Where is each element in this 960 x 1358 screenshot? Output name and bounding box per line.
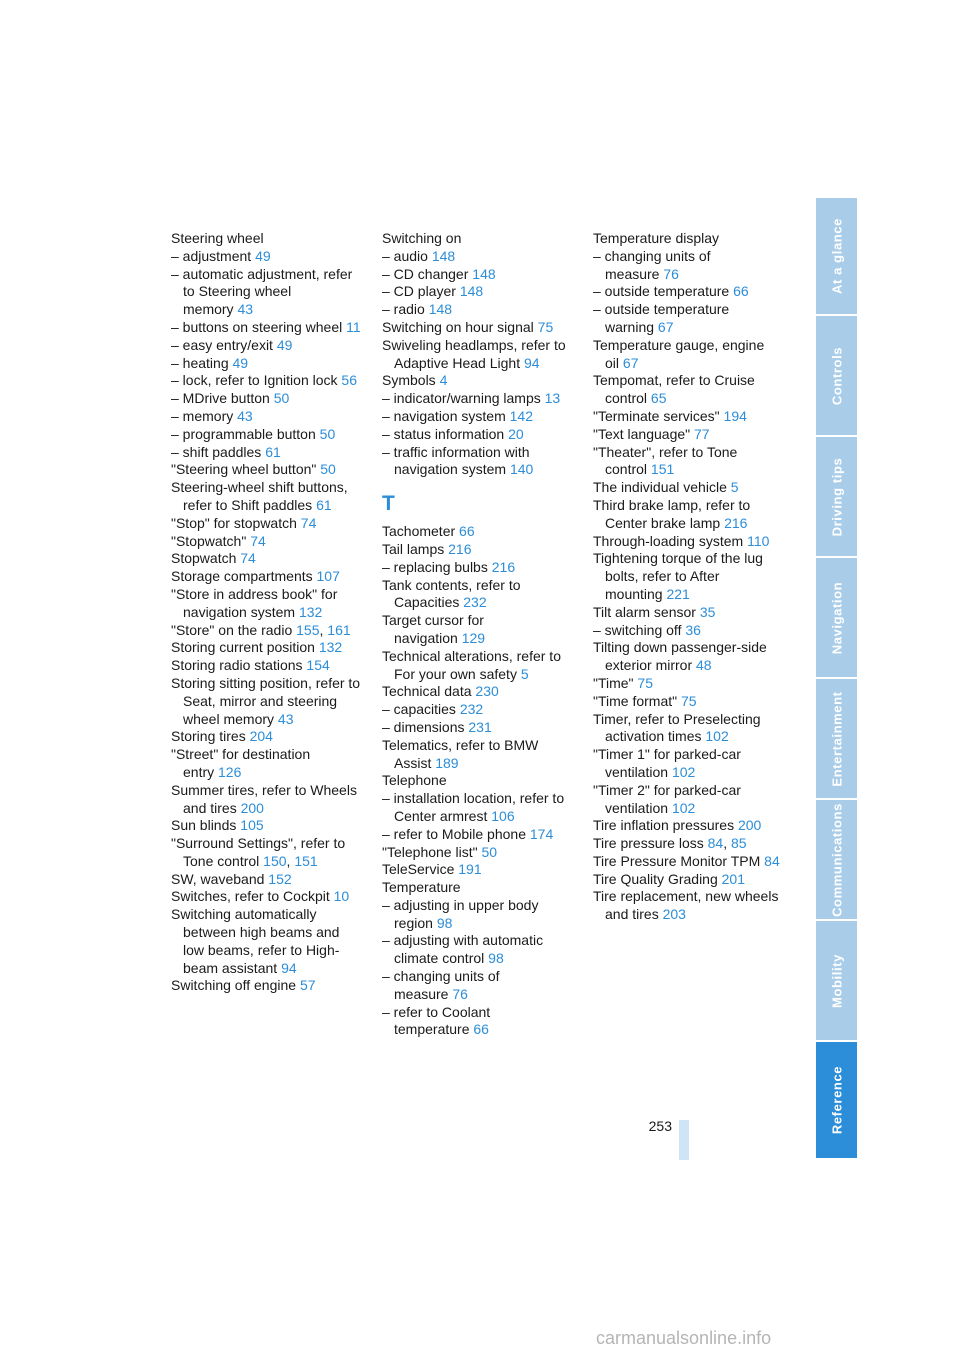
index-entry-text: "Time" [593, 674, 634, 691]
page-number: 253 [648, 1118, 672, 1134]
index-entry-text: – capacities [382, 701, 456, 718]
index-entry [593, 283, 783, 301]
tab-controls[interactable]: Controls [816, 316, 857, 437]
tab-mobility[interactable]: Mobility [816, 921, 857, 1042]
index-entry-text: – automatic adjustment, refer to Steering wheel memory [171, 265, 353, 318]
index-entry-text: Switching off engine [171, 977, 297, 994]
page-reference-link[interactable]: 74 [300, 514, 317, 531]
page-reference-link[interactable]: 50 [320, 461, 336, 478]
index-entry [593, 853, 783, 871]
page-reference-link[interactable]: 50 [481, 843, 498, 860]
index-entry-text: "Theater", refer to Tone control [593, 443, 738, 478]
page-reference-link[interactable]: 232 [463, 594, 487, 611]
index-entry [171, 817, 361, 835]
index-entry-text: Temperature gauge, engine oil [593, 336, 765, 371]
index-entry [382, 701, 572, 719]
index-entry-text: – changing units of measure [382, 968, 500, 1002]
index-entry-text: Technical alterations, refer to For your own safety [382, 647, 561, 682]
index-entry-text: "Store" on the radio [171, 621, 293, 638]
page-reference-link[interactable]: 105 [240, 817, 264, 834]
index-entry [382, 968, 572, 1004]
index-entry [171, 835, 361, 871]
page-reference-link[interactable]: 152 [268, 870, 292, 887]
index-entry [593, 444, 783, 480]
index-entry [593, 835, 783, 853]
index-entry [171, 871, 361, 889]
index-entry-text: – installation location, refer to Center armrest [382, 790, 565, 824]
page-reference-link[interactable]: 191 [458, 861, 482, 878]
index-entry-text: "Timer 1" for parked-car ventilation [593, 746, 741, 780]
index-entry-text: – adjusting in upper body region [382, 896, 539, 931]
index-entry-text: Summer tires, refer to Wheels and tires [171, 781, 357, 816]
index-entry-text: – heating [171, 354, 229, 371]
page-reference-link[interactable]: 74 [250, 532, 266, 549]
index-entry [171, 728, 361, 746]
page-reference-link[interactable]: 50 [319, 425, 336, 442]
index-entry [593, 639, 783, 675]
index-entry-text: – switching off [593, 621, 682, 638]
index-entry [382, 372, 572, 390]
index-entry [593, 888, 783, 924]
index-entry [171, 355, 361, 373]
index-entry-text: – refer to Mobile phone [382, 825, 526, 842]
page-reference-link[interactable]: 43 [277, 710, 294, 727]
page-reference-link[interactable]: 110 [747, 532, 770, 549]
index-entry-text: – lock, refer to Ignition lock [171, 372, 338, 389]
index-entry [382, 230, 572, 248]
page-reference-link[interactable]: 142 [509, 407, 533, 424]
page-reference-link[interactable]: 154 [306, 657, 330, 674]
index-entry [382, 790, 572, 826]
index-entry [382, 541, 572, 559]
index-entry-text: – radio [382, 301, 425, 318]
index-entry-text: Stopwatch [171, 550, 237, 567]
index-entry-text: – dimensions [382, 718, 465, 735]
page-reference-link[interactable]: 74 [240, 550, 256, 567]
index-entry [382, 719, 572, 737]
index-entry [171, 372, 361, 390]
index-entry [593, 426, 783, 444]
page-separator: , [319, 621, 324, 638]
page-reference-link[interactable]: 43 [237, 301, 254, 318]
index-entry [171, 622, 361, 640]
index-entry-text: Technical data [382, 683, 472, 700]
index-entry [382, 337, 572, 373]
index-entry [171, 479, 361, 515]
index-entry-text: Temperature display [593, 230, 720, 246]
index-entry [171, 266, 361, 319]
index-entry-text: Symbols [382, 372, 436, 389]
page-reference-link[interactable]: 94 [523, 354, 540, 371]
page-reference-link[interactable]: 94 [281, 959, 297, 976]
index-entry [593, 408, 783, 426]
index-entry-text: Steering-wheel shift buttons, refer to Shift paddles [171, 479, 348, 513]
index-entry-text: – navigation system [382, 407, 506, 424]
page-reference-link[interactable]: 203 [662, 906, 686, 923]
index-entry [171, 408, 361, 426]
index-entry-text: Swiveling headlamps, refer to Adaptive Head Light [382, 336, 566, 371]
page-reference-link[interactable]: 85 [731, 835, 747, 852]
page-reference-link[interactable]: 66 [473, 1021, 489, 1038]
index-entry-text: – memory [171, 407, 234, 424]
index-entry-text: Tightening torque of the lug bolts, refer to After mounting [593, 550, 763, 602]
page-reference-link[interactable]: 66 [459, 523, 475, 540]
page-reference-link[interactable]: 20 [508, 425, 524, 442]
page-reference-link[interactable]: 174 [529, 825, 554, 842]
index-entry-text: – outside temperature warning [593, 301, 730, 335]
index-entry-text: Through-loading system [593, 532, 744, 549]
index-entry-text: TeleService [382, 861, 455, 878]
index-entry [171, 426, 361, 444]
page-reference-link[interactable]: 102 [671, 799, 696, 816]
page-reference-link[interactable]: 232 [459, 701, 484, 718]
index-entry [382, 826, 572, 844]
index-entry-text: – shift paddles [171, 443, 262, 460]
index-entry-text: – easy entry/exit [171, 336, 273, 353]
index-entry-text: – adjustment [171, 247, 252, 264]
page-reference-link[interactable]: 75 [681, 692, 697, 709]
page-reference-link[interactable]: 35 [699, 603, 716, 620]
page-reference-link[interactable]: 4 [439, 372, 448, 389]
index-entry-text: – changing units of measure [593, 247, 711, 282]
index-entry-text: Storage compartments [171, 568, 313, 585]
page-reference-link[interactable]: 98 [488, 950, 504, 967]
page-reference-link[interactable]: 106 [491, 807, 515, 824]
index-entry-text: Switches, refer to Cockpit [171, 888, 330, 905]
page-reference-link[interactable]: 161 [327, 621, 351, 638]
index-entry-text: The individual vehicle [593, 479, 727, 496]
page-reference-link[interactable]: 49 [276, 336, 293, 353]
page-reference-link[interactable]: 48 [696, 657, 712, 674]
index-entry [382, 897, 572, 933]
page-reference-link[interactable]: 216 [724, 514, 748, 531]
index-entry [171, 337, 361, 355]
index-entry [171, 390, 361, 408]
index-entry [171, 977, 361, 995]
page-reference-link[interactable]: 36 [685, 621, 701, 638]
index-entry-text: Temperature [382, 879, 461, 896]
index-entry-text: Tire pressure loss [593, 835, 704, 852]
index-entry [593, 693, 783, 711]
index-entry [382, 408, 572, 426]
index-entry [171, 675, 361, 728]
page-reference-link[interactable]: 231 [468, 718, 492, 735]
index-entry [593, 622, 783, 640]
index-entry-text: "Timer 2" for parked-car ventilation [593, 781, 741, 816]
index-entry-text: Storing current position [171, 639, 315, 656]
index-entry-text: Tempomat, refer to Cruise control [593, 372, 755, 407]
page-reference-link[interactable]: 140 [509, 461, 534, 478]
index-entry-text: "Text language" [593, 425, 691, 442]
index-entry [171, 248, 361, 266]
tab-reference[interactable]: Reference [816, 1042, 857, 1160]
index-entry-text: Telephone [382, 772, 447, 789]
page-reference-link[interactable]: 155 [296, 621, 320, 638]
index-entry [593, 871, 783, 889]
page-reference-link[interactable]: 107 [316, 568, 340, 585]
page-reference-link[interactable]: 66 [733, 283, 749, 300]
page-reference-link[interactable]: 49 [232, 354, 249, 371]
page-reference-link[interactable]: 189 [435, 754, 459, 771]
index-entry [593, 230, 783, 248]
page-reference-link[interactable]: 57 [299, 977, 316, 994]
page-reference-link[interactable]: 102 [671, 763, 696, 780]
page-reference-link[interactable]: 49 [255, 247, 271, 264]
index-entry [382, 559, 572, 577]
index-entry [171, 586, 361, 622]
index-entry-text: Third brake lamp, refer to Center brake lamp [593, 496, 751, 531]
index-entry-text: SW, waveband [171, 870, 265, 887]
page-number-bar [679, 1120, 689, 1160]
index-entry-text: – adjusting with automatic climate control [382, 932, 544, 967]
index-entry [593, 301, 783, 337]
index-entry [593, 604, 783, 622]
page-reference-link[interactable]: 77 [694, 425, 710, 442]
page-reference-link[interactable]: 132 [298, 603, 323, 620]
page-reference-link[interactable]: 200 [240, 799, 264, 816]
index-entry [171, 230, 361, 248]
index-entry [382, 319, 572, 337]
index-entry-text: – audio [382, 247, 428, 264]
index-entry-text: – indicator/warning lamps [382, 390, 541, 407]
index-entry [382, 283, 572, 301]
index-entry-text: Tire replacement, new wheels and tires [593, 888, 779, 923]
index-entry [171, 319, 361, 337]
index-entry [382, 612, 572, 648]
index-entry-text: Tachometer [382, 523, 456, 540]
page-reference-link[interactable]: 98 [436, 914, 453, 931]
index-entry-text: Steering wheel [171, 230, 264, 246]
index-entry-text: Tilt alarm sensor [593, 603, 696, 620]
index-entry [171, 568, 361, 586]
index-entry [382, 683, 572, 701]
index-entry-text: "Stop" for stopwatch [171, 514, 297, 531]
index-entry-text: Sun blinds [171, 817, 237, 834]
tab-entertainment[interactable]: Entertainment [816, 679, 857, 800]
page-reference-link[interactable]: 129 [461, 629, 486, 646]
index-entry [171, 657, 361, 675]
index-entry [593, 711, 783, 747]
index-entry-text: "Stopwatch" [171, 532, 247, 549]
index-entry-text: Tank contents, refer to Capacities [382, 576, 521, 611]
index-entry [382, 844, 572, 862]
page-reference-link[interactable]: 200 [737, 817, 762, 834]
page-reference-link[interactable]: 61 [265, 443, 281, 460]
index-entry-text: – CD player [382, 283, 456, 300]
index-entry-text: – MDrive button [171, 390, 270, 407]
index-entry [171, 533, 361, 551]
index-entry-text: Tire Quality Grading [593, 870, 718, 887]
index-entry-text: Target cursor for navigation [382, 612, 484, 646]
index-entry [382, 444, 572, 480]
index-entry-text: "Surround Settings", refer to Tone control [171, 835, 346, 869]
index-entry [382, 861, 572, 879]
page-reference-link[interactable]: 126 [218, 763, 242, 780]
page-reference-link[interactable]: 65 [650, 390, 667, 407]
tab-driving-tips[interactable]: Driving tips [816, 437, 857, 558]
page-reference-link[interactable]: 151 [650, 461, 675, 478]
page-reference-link[interactable]: 76 [452, 985, 468, 1002]
index-entry-text: "Street" for destination entry [171, 746, 311, 780]
page-reference-link[interactable]: 67 [622, 354, 639, 371]
page-reference-link[interactable]: 221 [666, 585, 690, 602]
index-entry-text: Timer, refer to Preselecting activation times [593, 710, 761, 745]
page-reference-link[interactable]: 201 [721, 870, 745, 887]
index-entry [382, 523, 572, 541]
index-entry-text: Tilting down passenger-side exterior mirror [593, 639, 767, 674]
index-entry-text: – buttons on steering wheel [171, 318, 343, 335]
index-entry [593, 817, 783, 835]
page-reference-link[interactable]: 148 [431, 247, 456, 264]
index-entry-text: – programmable button [171, 425, 316, 442]
index-entry [593, 782, 783, 818]
index-entry-text: Switching automatically between high beams and low beams, refer to High-beam assistant [171, 906, 340, 976]
page-reference-link[interactable]: 56 [341, 372, 357, 389]
index-entry [382, 772, 572, 790]
index-entry [171, 639, 361, 657]
index-entry-text: – replacing bulbs [382, 558, 488, 575]
index-entry-text: "Store in address book" for navigation system [171, 585, 338, 620]
index-entry [593, 337, 783, 373]
index-entry [171, 444, 361, 462]
page-reference-link[interactable]: 148 [428, 301, 453, 318]
page-reference-link[interactable]: 10 [333, 888, 350, 905]
index-entry [382, 390, 572, 408]
index-entry-text: Storing sitting position, refer to Seat, mirror and steering wheel memory [171, 674, 361, 727]
index-entry [171, 906, 361, 977]
page-separator: , [723, 835, 728, 852]
page-reference-link[interactable]: 84 [764, 852, 780, 869]
index-entry [593, 248, 783, 284]
page-reference-link[interactable]: 50 [273, 390, 290, 407]
index-entry [593, 675, 783, 693]
page-reference-link[interactable]: 216 [491, 558, 516, 575]
index-entry [171, 746, 361, 782]
page-reference-link[interactable]: 61 [316, 496, 332, 513]
index-entry-text: Switching on hour signal [382, 318, 534, 335]
index-entry [593, 372, 783, 408]
index-entry [171, 550, 361, 568]
index-entry [382, 648, 572, 684]
page-reference-link[interactable]: 5 [730, 479, 739, 496]
index-entry [593, 497, 783, 533]
page-reference-link[interactable]: 230 [475, 683, 499, 700]
index-entry-text: "Terminate services" [593, 407, 720, 424]
index-entry-text: Switching on [382, 230, 462, 246]
index-entry-text: "Steering wheel button" [171, 461, 317, 478]
index-entry [593, 746, 783, 782]
page-reference-link[interactable]: 148 [472, 265, 496, 282]
index-entry-text: – CD changer [382, 265, 469, 282]
index-entry [171, 782, 361, 818]
index-entry-text: – refer to Coolant temperature [382, 1003, 491, 1038]
index-entry [382, 932, 572, 968]
page-reference-link[interactable]: 13 [544, 390, 561, 407]
index-entry [382, 301, 572, 319]
index-entry-text: Tire Pressure Monitor TPM [593, 852, 761, 869]
page-reference-link[interactable]: 67 [657, 318, 674, 335]
index-entry-text: – status information [382, 425, 505, 442]
index-entry [382, 879, 572, 897]
index-entry [171, 515, 361, 533]
index-entry [382, 1004, 572, 1040]
index-column-1 [171, 230, 361, 995]
page-reference-link[interactable]: 76 [663, 265, 679, 282]
index-entry [593, 533, 783, 551]
tab-communications[interactable]: Communications [816, 800, 857, 921]
page-reference-link[interactable]: 75 [637, 674, 653, 691]
page-reference-link[interactable]: 216 [448, 540, 472, 557]
page-reference-link[interactable]: 11 [346, 318, 361, 335]
index-entry [382, 737, 572, 773]
index-entry-text: – traffic information with navigation system [382, 443, 530, 478]
page-reference-link[interactable]: 75 [537, 318, 554, 335]
index-entry-text: Telematics, refer to BMW Assist [382, 736, 539, 771]
index-entry-text: – outside temperature [593, 283, 730, 300]
index-entry [593, 479, 783, 497]
index-entry-text: "Telephone list" [382, 843, 478, 860]
index-entry [382, 248, 572, 266]
page-reference-link[interactable]: 5 [520, 665, 529, 682]
index-entry [382, 426, 572, 444]
page-reference-link[interactable]: 204 [249, 728, 273, 745]
page-reference-link[interactable]: 132 [318, 639, 343, 656]
page-separator: , [286, 852, 291, 869]
index-entry-text: Tail lamps [382, 540, 445, 557]
section-letter: T [382, 492, 395, 516]
tab-navigation[interactable]: Navigation [816, 558, 857, 679]
page-reference-link[interactable]: 84 [707, 835, 724, 852]
index-entry-text: "Time format" [593, 692, 678, 709]
page-reference-link[interactable]: 194 [723, 407, 747, 424]
page-reference-link[interactable]: 151 [294, 852, 318, 869]
index-entry [382, 266, 572, 284]
page-reference-link[interactable]: 150 [263, 852, 287, 869]
index-column-3 [593, 230, 783, 924]
index-entry-text: Tire inflation pressures [593, 817, 735, 834]
index-entry-text: Storing tires [171, 728, 246, 745]
index-entry [382, 577, 572, 613]
index-entry [171, 888, 361, 906]
section-tabs [816, 198, 857, 1160]
watermark: carmanualsonline.info [596, 1328, 772, 1348]
index-column-2 [382, 230, 572, 1039]
page-reference-link[interactable]: 102 [705, 728, 729, 745]
page-reference-link[interactable]: 148 [459, 283, 484, 300]
index-entry-text: Storing radio stations [171, 657, 303, 674]
index-entry [171, 461, 361, 479]
index-entry [593, 550, 783, 603]
page-reference-link[interactable]: 43 [237, 407, 253, 424]
tab-at-a-glance[interactable]: At a glance [816, 198, 857, 316]
